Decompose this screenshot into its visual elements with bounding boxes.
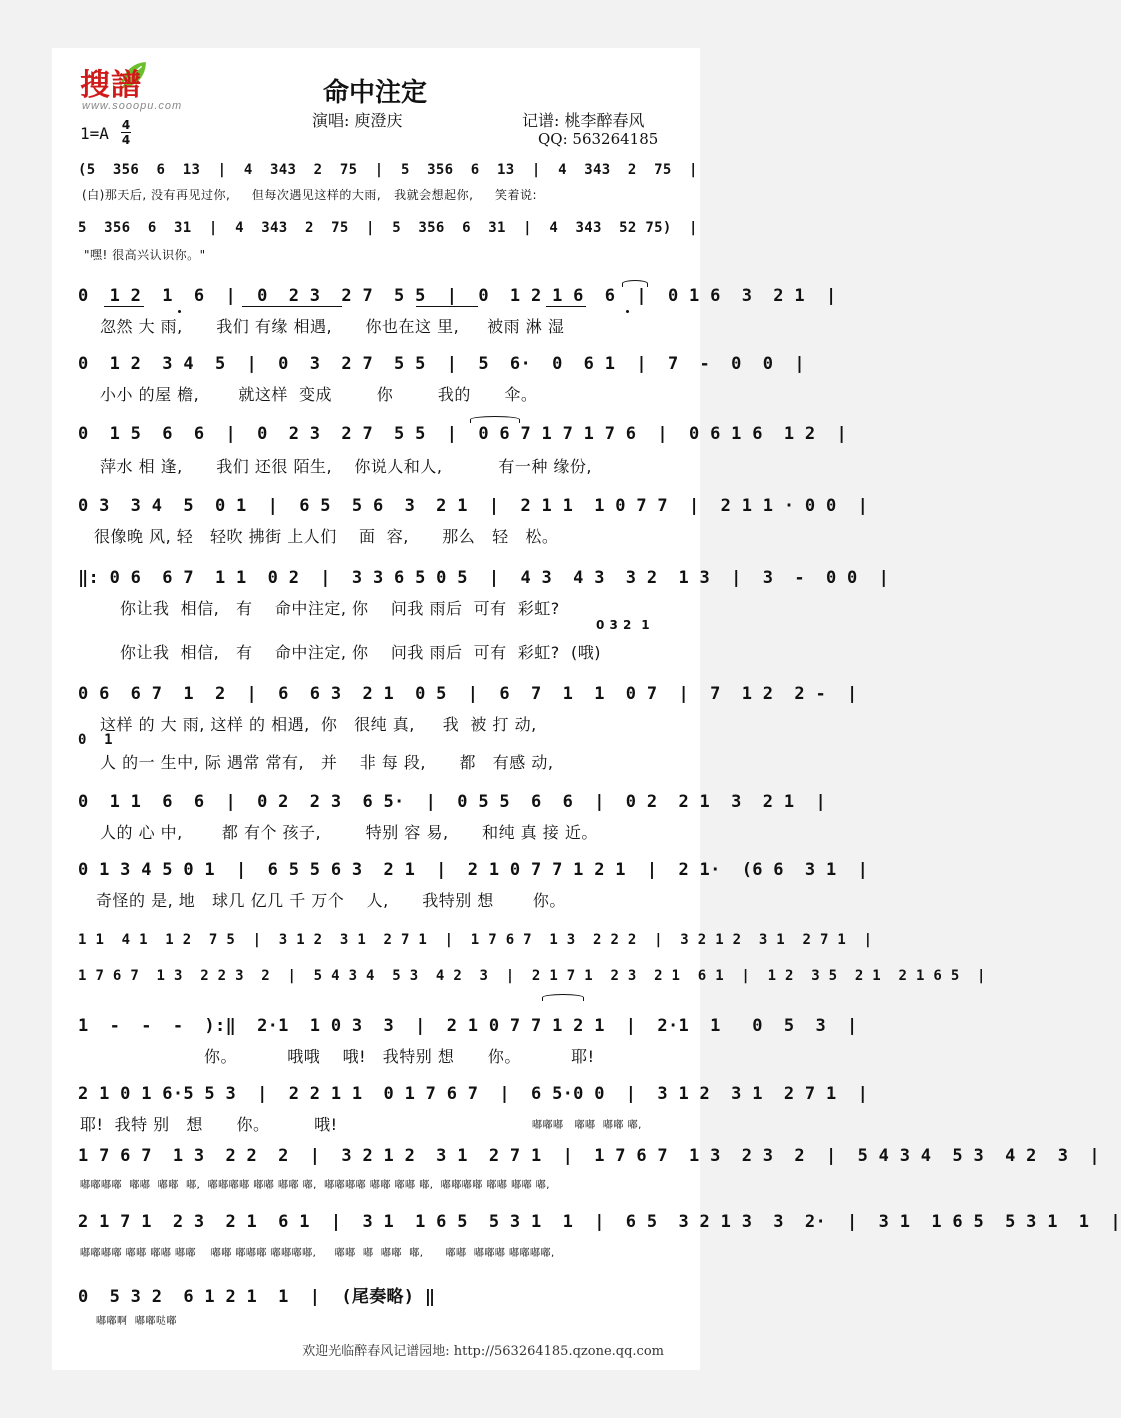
lyric-row: 人的 心 中, 都 有个 孩子, 特别 容 易, 和纯 真 接 近。 bbox=[100, 823, 598, 842]
notation-row: 2 1 0 1 6·5 5 3 | 2 2 1 1 0 1 7 6 7 | 6 5·0 0 | 3 1 2 3 1 2 7 1 | bbox=[78, 1084, 869, 1104]
annotation-notes: 0 3 2 1 bbox=[596, 618, 651, 632]
lyric-row: 耶! 我特 别 想 你。 哦! bbox=[80, 1115, 338, 1134]
notation-row: 1 7 6 7 1 3 2 2 2 | 3 2 1 2 3 1 2 7 1 | 1 7 6 7 1 3 2 3 2 | 5 4 3 4 5 3 4 2 3 | bbox=[78, 1146, 1100, 1166]
notation-row: 0 1 2 3 4 5 | 0 3 2 7 5 5 | 5 6· 0 6 1 | 7 - 0 0 | bbox=[78, 354, 805, 374]
lyric-row: 忽然 大 雨, 我们 有缘 相遇, 你也在这 里, 被雨 淋 湿 bbox=[100, 317, 565, 336]
beam-line bbox=[242, 306, 342, 307]
lyric-row: 小小 的屋 檐, 就这样 变成 你 我的 伞。 bbox=[100, 385, 538, 404]
lyric-row: 萍水 相 逢, 我们 还很 陌生, 你说人和人, 有一种 缘份, bbox=[100, 457, 592, 476]
lyric-row: 这样 的 大 雨, 这样 的 相遇, 你 很纯 真, 我 被 打 动, bbox=[100, 715, 537, 734]
logo-text: 搜譜 bbox=[80, 68, 142, 103]
lyric-row: 你。 哦哦 哦! 我特别 想 你。 耶! bbox=[204, 1047, 595, 1066]
notation-row: 0 1 1 6 6 | 0 2 2 3 6 5· | 0 5 5 6 6 | 0 2 2 1 3 2 1 | bbox=[78, 792, 826, 812]
notation-row: 0 3 3 4 5 0 1 | 6 5 5 6 3 2 1 | 2 1 1 1 0 7 7 | 2 1 1 · 0 0 | bbox=[78, 496, 869, 516]
small-lyric-row: 嘟嘟嘟嘟 嘟嘟 嘟嘟 嘟嘟 嘟嘟 嘟嘟嘟 嘟嘟嘟嘟, 嘟嘟 嘟 嘟嘟 嘟, 嘟嘟 嘟嘟嘟 嘟嘟嘟嘟, bbox=[80, 1248, 555, 1259]
time-sig-top: 4 bbox=[121, 118, 131, 132]
notation-row: 1 7 6 7 1 3 2 2 3 2 | 5 4 3 4 5 3 4 2 3 | 2 1 7 1 2 3 2 1 6 1 | 1 2 3 5 2 1 2 1 6 5 | bbox=[78, 968, 986, 984]
octave-dot bbox=[626, 310, 629, 313]
key-signature: 1=A bbox=[80, 124, 109, 143]
small-lyric-row: 嘟嘟啊 嘟嘟哒嘟 bbox=[96, 1316, 177, 1327]
lyric-row: "嘿! 很高兴认识你。" bbox=[84, 248, 206, 262]
notation-row: ‖: 0 6 6 7 1 1 0 2 | 3 3 6 5 0 5 | 4 3 4 3 3 2 1 3 | 3 - 0 0 | bbox=[78, 568, 890, 588]
tie-arc bbox=[470, 416, 520, 423]
lyric-row: 很像晚 风, 轻 轻吹 拂街 上人们 面 容, 那么 轻 松。 bbox=[94, 527, 559, 546]
notation-row: 0 6 6 7 1 2 | 6 6 3 2 1 0 5 | 6 7 1 1 0 7 | 7 1 2 2 - | bbox=[78, 684, 858, 704]
transcriber: 记谱: 桃李醉春风 bbox=[522, 111, 645, 130]
beam-line bbox=[416, 306, 478, 307]
qq-number: QQ: 563264185 bbox=[538, 130, 659, 148]
tie-arc bbox=[542, 994, 584, 1001]
footer-credit: 欢迎光临醉春风记谱园地: http://563264185.qzone.qq.com bbox=[302, 1344, 664, 1359]
lyric-row: 人 的一 生中, 际 遇常 常有, 并 非 每 段, 都 有感 动, bbox=[100, 753, 554, 772]
notation-row: 0 5 3 2 6 1 2 1 1 | (尾奏略) ‖ bbox=[78, 1287, 436, 1307]
time-sig-bottom: 4 bbox=[121, 133, 131, 147]
notation-row: (5 356 6 13 | 4 343 2 75 | 5 356 6 13 | 4 343 2 75 | bbox=[78, 162, 698, 178]
singer: 演唱: 庾澄庆 bbox=[312, 111, 403, 130]
notation-row: 0 1 2 1 6 | 0 2 3 2 7 5 5 | 0 1 2 1 6 6 | 0 1 6 3 2 1 | bbox=[78, 286, 837, 306]
time-signature bbox=[121, 118, 131, 147]
small-lyric-row: 嘟嘟嘟 嘟嘟 嘟嘟 嘟, bbox=[532, 1120, 642, 1131]
notation-row: 0 1 5 6 6 | 0 2 3 2 7 5 5 | 0 6 7 1 7 1 7 6 | 0 6 1 6 1 2 | bbox=[78, 424, 848, 444]
beam-line bbox=[104, 306, 144, 307]
logo-url: www.sooopu.com bbox=[82, 100, 183, 112]
notation-row: 1 1 4 1 1 2 7 5 | 3 1 2 3 1 2 7 1 | 1 7 6 7 1 3 2 2 2 | 3 2 1 2 3 1 2 7 1 | bbox=[78, 932, 873, 948]
notation-row: 0 1 bbox=[78, 732, 113, 748]
tie-arc bbox=[622, 280, 648, 287]
lyric-row: 你让我 相信, 有 命中注定, 你 问我 雨后 可有 彩虹? (哦) bbox=[120, 643, 601, 662]
small-lyric-row: 嘟嘟嘟嘟 嘟嘟 嘟嘟 嘟, 嘟嘟嘟嘟 嘟嘟 嘟嘟 嘟, 嘟嘟嘟嘟 嘟嘟 嘟嘟 嘟, 嘟嘟嘟嘟 嘟嘟 嘟嘟 嘟, bbox=[80, 1180, 550, 1191]
notation-row: 2 1 7 1 2 3 2 1 6 1 | 3 1 1 6 5 5 3 1 1 | 6 5 3 2 1 3 3 2· | 3 1 1 6 5 5 3 1 1 | bbox=[78, 1212, 1121, 1232]
lyric-row: (白)那天后, 没有再见过你, 但每次遇见这样的大雨, 我就会想起你, 笑着说: bbox=[82, 188, 538, 202]
octave-dot bbox=[178, 310, 181, 313]
page-title: 命中注定 bbox=[322, 78, 427, 108]
lyric-row: 奇怪的 是, 地 球几 亿几 千 万个 人, 我特别 想 你。 bbox=[96, 891, 566, 910]
notation-row: 0 1 3 4 5 0 1 | 6 5 5 6 3 2 1 | 2 1 0 7 7 1 2 1 | 2 1· (6 6 3 1 | bbox=[78, 860, 869, 880]
notation-row: 1 - - - ):‖ 2·1 1 0 3 3 | 2 1 0 7 7 1 2 1 | 2·1 1 0 5 3 | bbox=[78, 1016, 858, 1036]
notation-row: 5 356 6 31 | 4 343 2 75 | 5 356 6 31 | 4 343 52 75) | bbox=[78, 220, 698, 236]
beam-line bbox=[546, 306, 586, 307]
lyric-row: 你让我 相信, 有 命中注定, 你 问我 雨后 可有 彩虹? bbox=[120, 599, 560, 618]
